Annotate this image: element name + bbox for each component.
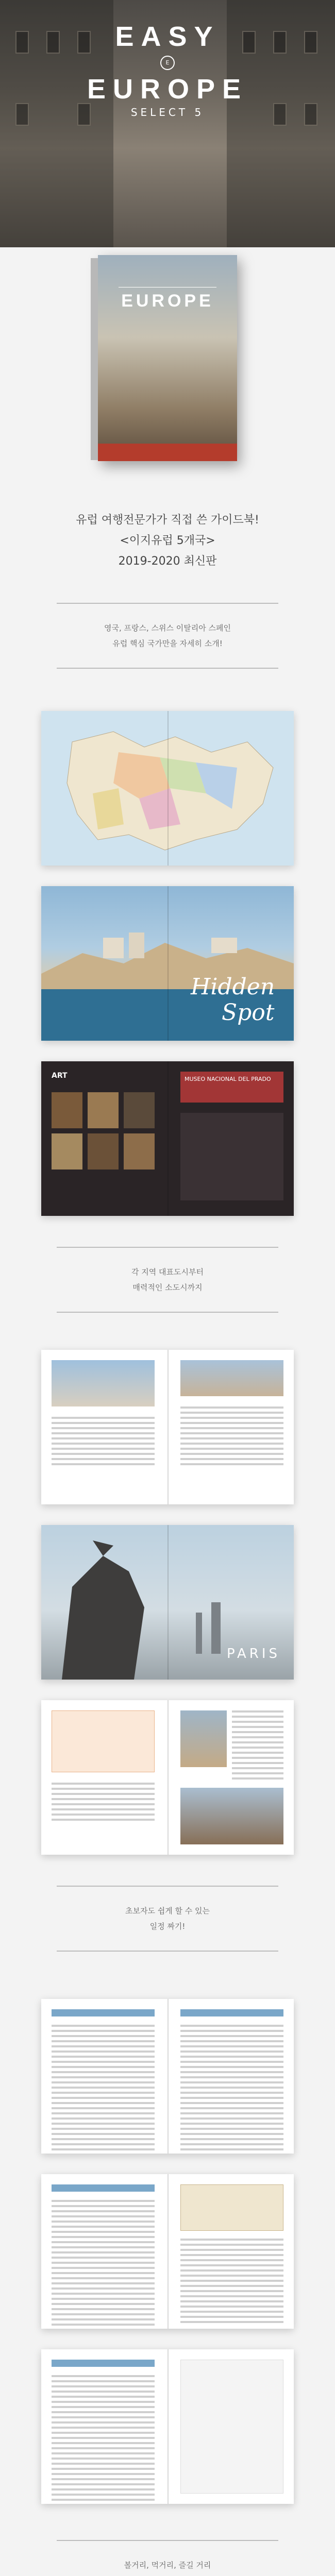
itinerary-table [180,2360,283,2494]
title-europe: EUROPE [87,74,248,105]
paris-label: PARIS [227,1646,281,1662]
spread-fold [167,1700,169,1855]
section2-line1: 각 지역 대표도시부터 [131,1267,204,1277]
section1-line2: 유럽 핵심 국가만을 자세히 소개! [112,639,223,648]
detail-photo-2 [180,1788,283,1844]
section-box-1 [57,603,278,669]
hero-title [0,21,335,118]
text-lines [180,1406,283,1468]
section4-line1: 볼거리, 먹거리, 즐길 거리 [124,2561,211,2570]
section2-line2: 매력적인 소도시까지 [132,1283,203,1292]
map-spread [41,711,294,866]
intro-text [0,510,335,572]
text-lines [232,1710,283,1783]
text-lines [52,1417,155,1468]
intro-line3: 2019-2020 최신판 [118,555,217,568]
hidden-title: Hidden [191,974,275,1000]
book-cover [98,255,237,461]
easy-logo-icon: E [160,56,175,70]
itinerary-spread-1 [41,1999,294,2154]
spread-fold [167,711,169,866]
cover-bar [98,444,237,461]
section3-line2: 일정 짜기! [149,1922,186,1931]
section4-line2 [57,2573,278,2576]
title-easy: EASY [115,21,220,52]
spot-title: Spot [222,999,275,1026]
spread-fold [167,1525,169,1680]
intro-line2: <이지유럽 5개국> [120,534,215,547]
city-photo-2 [180,1360,283,1396]
route-map [180,2184,283,2231]
section-box-3 [57,1886,278,1952]
paris-spread [41,1525,294,1680]
section-box-4 [57,2540,278,2576]
itinerary-spread-3 [41,2349,294,2504]
art-painting [180,1113,283,1200]
section-box-2 [57,1247,278,1313]
detail-photo [180,1710,227,1767]
art-spread [41,1061,294,1216]
itinerary-spread-2 [41,2174,294,2329]
spread-fold [167,1061,169,1216]
detail-spread [41,1700,294,1855]
spread-fold [167,1350,169,1504]
book-spine [91,258,98,460]
cover-photo [98,255,237,461]
hero-banner [0,0,335,247]
art-label: ART [52,1072,68,1080]
hidden-spot-spread [41,886,294,1041]
spread-fold [167,886,169,1041]
info-box [52,1710,155,1772]
art-grid [52,1092,155,1206]
title-select: SELECT 5 [130,106,205,118]
cover-title: EUROPE [121,291,214,311]
text-lines [52,1783,155,1824]
section1-line1: 영국, 프랑스, 스위스 이탈리아 스페인 [104,623,231,633]
section3-line1: 초보자도 쉽게 할 수 있는 [125,1906,210,1916]
intro-line1: 유럽 여행전문가가 직접 쓴 가이드북! [76,514,259,527]
art-right-title: MUSEO NACIONAL DEL PRADO [180,1072,283,1103]
city-photo [52,1360,155,1406]
city-spread [41,1350,294,1504]
